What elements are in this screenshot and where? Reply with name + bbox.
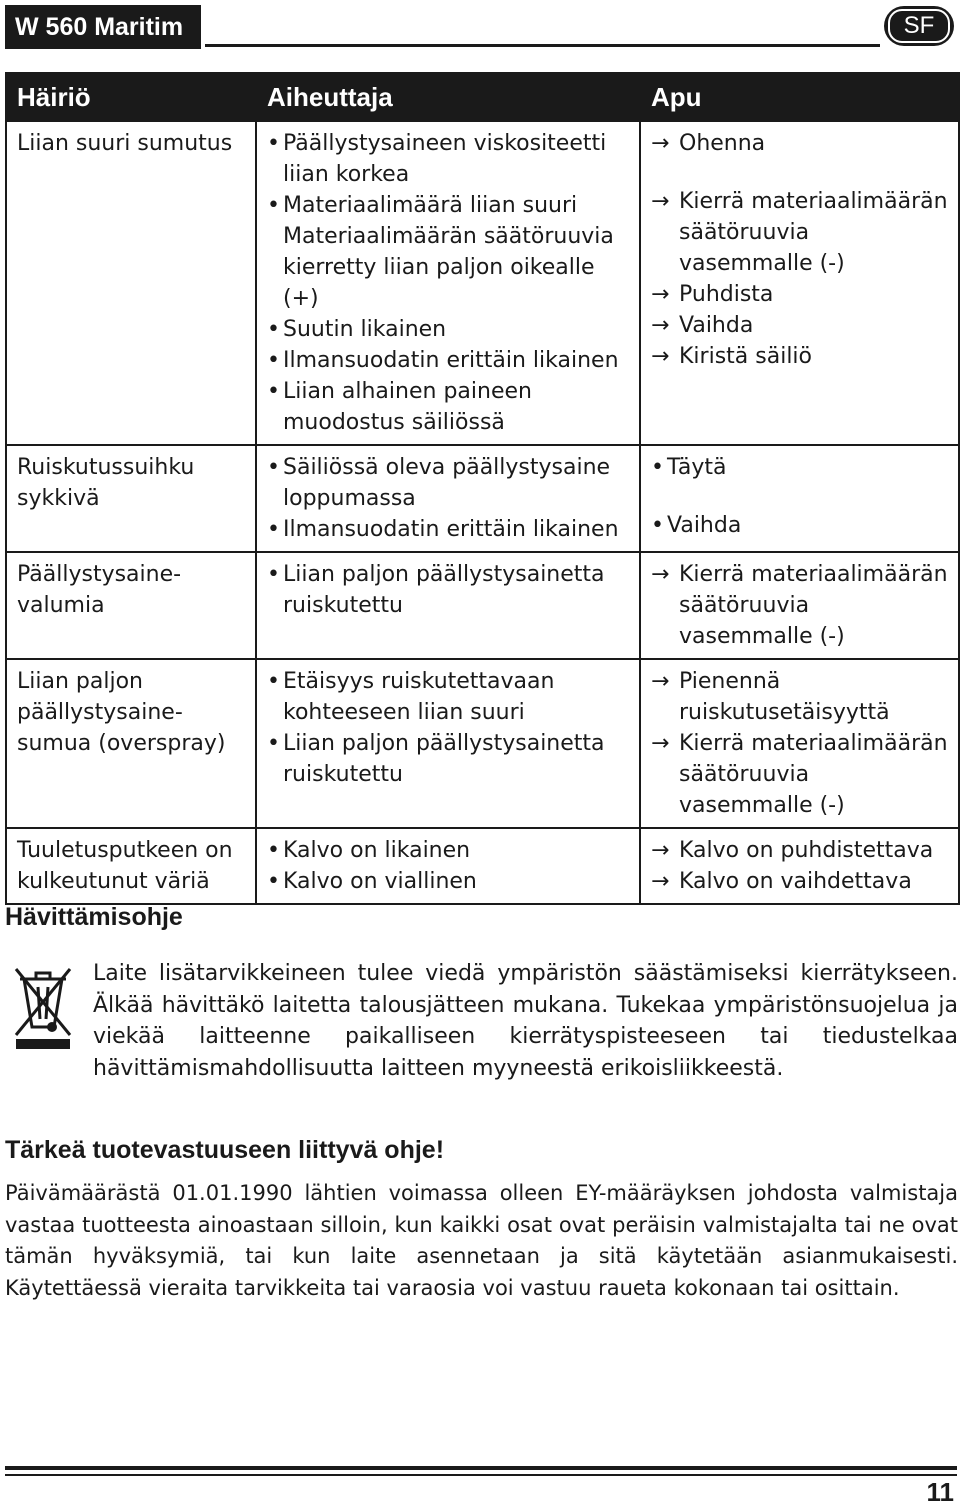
remedy-item: • Vaihda [651,510,948,541]
remedy-cell [640,828,959,904]
table-row [6,445,959,552]
fault-cell: Liian paljon päällystysaine-sumua (overspray) [6,659,256,828]
cause-item: • Ilmansuodatin erittäin likainen [267,514,629,545]
table-row [6,659,959,828]
disposal-title: Hävittämisohje [5,903,183,931]
cause-item: • Liian paljon päällystysainetta ruiskutettu [267,728,629,790]
cause-item: • Suutin likainen [267,314,629,345]
remedy-item: → Ohenna [651,128,948,159]
fault-cell: Liian suuri sumutus [6,121,256,445]
footer-rule [5,1466,957,1470]
cause-item: • Etäisyys ruiskutettavaan kohteeseen liian suuri [267,666,629,728]
table-row [6,121,959,445]
fault-cell: Ruiskutussuihku sykkivä [6,445,256,552]
remedy-cell [640,121,959,445]
table-header-row [6,73,959,121]
cause-item: • Materiaalimäärä liian suuri Materiaalimäärän säätöruuvia kierretty liian paljon oikealle (+) [267,190,629,314]
product-liability-text: Päivämäärästä 01.01.1990 lähtien voimassa olleen EY-määräyksen johdosta valmistaja vastaa tuotteesta ainoastaan silloin, kun kaikki osat ovat peräisin valmistajalta tai ne ovat tämän hyväksymiä, tai kun laite asennetaan ja sitä käytetään asianmukaisesti. Käytettäessä vieraita tarvikkeita tai varaosia voi vastuu raueta kokonaan tai osittain. [5,1181,958,1300]
cause-item: • Liian alhainen paineen muodostus säiliössä [267,376,629,438]
language-code: SF [888,9,950,43]
remedy-item: • Täytä [651,452,948,483]
header-cause: Aiheuttaja [256,73,640,121]
cause-item: • Kalvo on viallinen [267,866,629,897]
cause-cell [256,552,640,659]
cause-item: • Päällystysaineen viskositeetti liian korkea [267,128,629,190]
header-fault: Häiriö [6,73,256,121]
remedy-item: → Kierrä materiaalimäärän säätöruuvia vasemmalle (-) [651,559,948,652]
remedy-item: → Kiristä säiliö [651,341,948,372]
header-remedy: Apu [640,73,959,121]
remedy-item: → Puhdista [651,279,948,310]
document-title: W 560 Maritim [5,5,201,49]
cause-item: • Kalvo on likainen [267,835,629,866]
remedy-item: → Kalvo on puhdistettava [651,835,948,866]
remedy-item: → Pienennä ruiskutusetäisyyttä [651,666,948,728]
crossed-out-wheelie-bin-icon [12,965,74,1051]
cause-item: • Ilmansuodatin erittäin likainen [267,345,629,376]
cause-item: • Liian paljon päällystysainetta ruiskutettu [267,559,629,621]
header-rule [205,44,880,47]
remedy-item: → Vaihda [651,310,948,341]
cause-item: • Säiliössä oleva päällystysaine loppumassa [267,452,629,514]
disposal-text: Laite lisätarvikkeineen tulee viedä ympäristön säästämiseksi kierrätykseen. Älkää hävittäkö laitetta talousjätteen mukana. Tukekaa ympäristönsuojelua ja viekää laitteenne paikalliseen kierrätyspisteeseen tai tiedustelkaa hävittämismahdollisuutta laitteen myyneestä erikoisliikkeestä. [93,961,958,1081]
cause-cell [256,445,640,552]
cause-cell [256,659,640,828]
remedy-item: → Kalvo on vaihdettava [651,866,948,897]
remedy-cell [640,445,959,552]
product-liability-title: Tärkeä tuotevastuuseen liittyvä ohje! [5,1136,445,1164]
troubleshooting-table [5,72,960,905]
remedy-cell [640,659,959,828]
footer-rule-thin [5,1474,957,1476]
remedy-cell [640,552,959,659]
table-row [6,828,959,904]
cause-cell [256,828,640,904]
remedy-item: → Kierrä materiaalimäärän säätöruuvia vasemmalle (-) [651,728,948,821]
remedy-item: → Kierrä materiaalimäärän säätöruuvia vasemmalle (-) [651,186,948,279]
page-number: 11 [926,1477,954,1507]
cause-cell [256,121,640,445]
fault-cell: Päällystysaine-valumia [6,552,256,659]
language-badge [884,6,954,46]
fault-cell: Tuuletusputkeen on kulkeutunut väriä [6,828,256,904]
table-row [6,552,959,659]
